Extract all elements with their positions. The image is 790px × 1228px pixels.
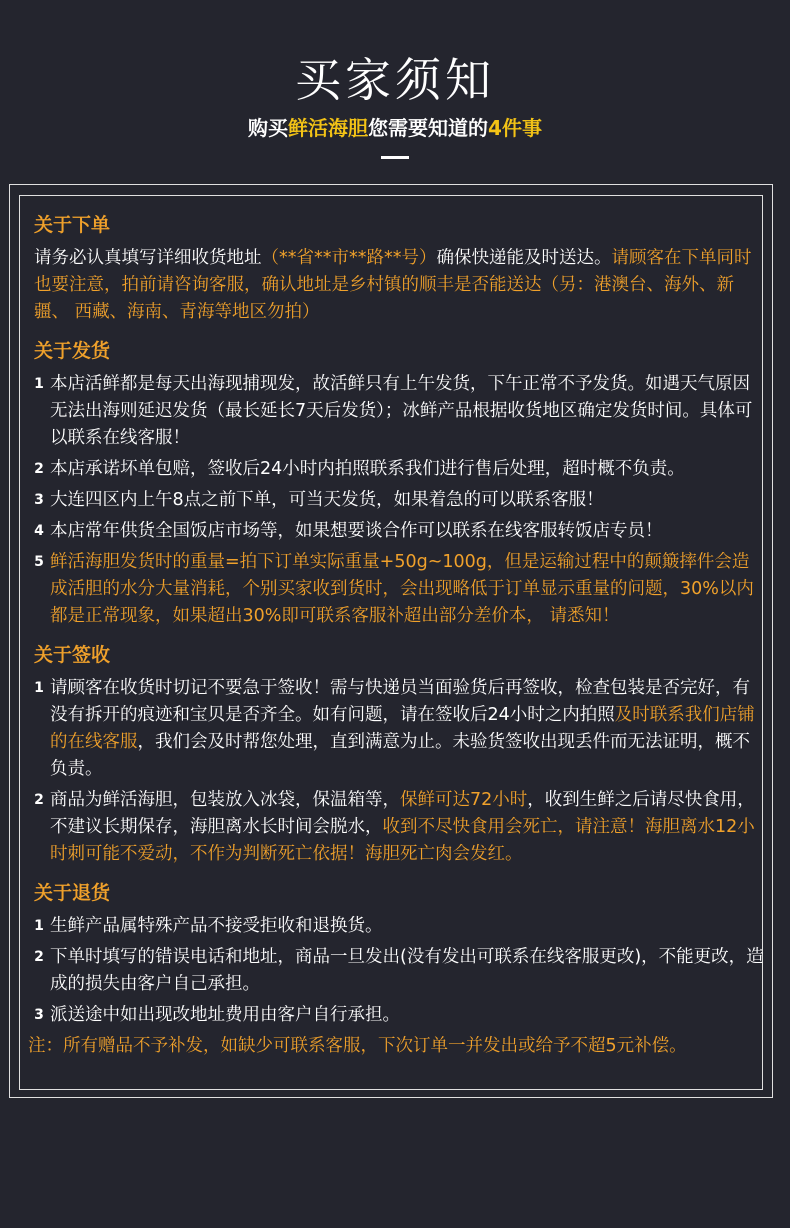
item-number: 3 [34, 1007, 44, 1023]
item-number: 5 [34, 554, 44, 570]
section-order [26, 212, 764, 326]
item-number: 2 [34, 949, 44, 965]
order-warning: 请顾客在下单同时也要注意，拍前请咨询客服，确认地址是乡村镇的顺丰是否能送达（另：港澳台、海外、新疆、 西藏、海南、青海等地区勿拍） [34, 248, 752, 322]
list-item [26, 371, 764, 452]
page-subtitle [0, 112, 790, 141]
section-order-title: 关于下单 [34, 214, 111, 236]
order-text-c: 确保快递能及时送达。 [436, 248, 612, 268]
list-item [26, 487, 764, 514]
item-text: 本店承诺坏单包赔，签收后24小时内拍照联系我们进行售后处理，超时概不负责。 [50, 459, 685, 479]
title-divider [381, 156, 409, 159]
section-shipping-title: 关于发货 [34, 340, 111, 362]
item-text: 下单时填写的错误电话和地址，商品一旦发出(没有发出可联系在线客服更改)，不能更改，造成的损失由客户自己承担。 [50, 947, 764, 994]
item-number: 1 [34, 376, 44, 392]
subtitle-mid: 您需要知道的 [368, 116, 489, 140]
receipt-text-a: 商品为鲜活海胆，包装放入冰袋，保温箱等， [50, 790, 400, 810]
list-item [26, 913, 764, 940]
order-address-format: （**省**市**路**号） [261, 248, 437, 268]
list-item [26, 675, 764, 783]
item-text-weight-note: 鲜活海胆发货时的重量=拍下订单实际重量+50g~100g，但是运输过程中的颠簸摔件会造成活胆的水分大量消耗，个别买家收到货时，会出现略低于订单显示重量的问题，30%以内都是正常现象，如果超出30%即可联系客服补超出部分差价本， 请悉知！ [50, 552, 754, 626]
item-number: 4 [34, 523, 44, 539]
gift-note: 注：所有赠品不予补发，如缺少可联系客服，下次订单一并发出或给予不超5元补偿。 [28, 1036, 687, 1056]
item-text: 本店活鲜都是每天出海现捕现发，故活鲜只有上午发货，下午正常不予发货。如遇天气原因无法出海则延迟发货（最长延长7天后发货）；冰鲜产品根据收货地区确定发货时间。具体可以联系在线客服！ [50, 374, 753, 448]
item-number: 3 [34, 492, 44, 508]
section-returns-title: 关于退货 [34, 882, 111, 904]
subtitle-highlight-product: 鲜活海胆 [288, 116, 369, 140]
list-item [26, 518, 764, 545]
order-paragraph [34, 245, 764, 326]
item-text: 派送途中如出现改地址费用由客户自行承担。 [50, 1005, 400, 1025]
item-number: 2 [34, 792, 44, 808]
notice-content [26, 212, 764, 1072]
list-item [26, 456, 764, 483]
item-text: 本店常年供货全国饭店市场等，如果想要谈合作可以联系在线客服转饭店专员！ [50, 521, 663, 541]
section-receipt-title: 关于签收 [34, 644, 111, 666]
item-number: 1 [34, 680, 44, 696]
subtitle-pre: 购买 [248, 116, 289, 140]
section-shipping [26, 338, 764, 630]
item-number: 2 [34, 461, 44, 477]
receipt-warning: 收到不尽快食用会死亡，请注意！海胆离水12小时刺可能不爱动，不作为判断死亡依据！海胆死亡肉会发红。 [50, 817, 755, 864]
receipt-freshness-highlight: 保鲜可达72小时 [400, 790, 528, 810]
list-item [26, 1002, 764, 1029]
receipt-text-c: ，收到生鲜之后请尽快食用，不建议长期保存，海胆离水长时间会脱水， [50, 790, 755, 837]
item-number: 1 [34, 918, 44, 934]
section-returns [26, 880, 764, 1060]
page-title: 买家须知 [295, 53, 495, 107]
list-item [26, 944, 764, 998]
receipt-text-a: 请顾客在收货时切记不要急于签收！需与快递员当面验货后再签收，检查包装是否完好，有没有拆开的痕迹和宝贝是否齐全。如有问题，请在签收后24小时之内拍照 [50, 678, 750, 725]
list-item [26, 787, 764, 868]
item-text [50, 675, 764, 783]
receipt-text-c: ，我们会及时帮您处理，直到满意为止。未验货签收出现丢件而无法证明，概不负责。 [50, 732, 750, 779]
receipt-contact-highlight: 及时联系我们店铺的在线客服 [50, 705, 755, 752]
list-item [26, 549, 764, 630]
subtitle-highlight-count: 4件事 [488, 116, 542, 140]
item-text: 生鲜产品属特殊产品不接受拒收和退换货。 [50, 916, 383, 936]
section-receipt [26, 642, 764, 868]
item-text: 大连四区内上午8点之前下单，可当天发货，如果着急的可以联系客服！ [50, 490, 604, 510]
order-text-a: 请务必认真填写详细收货地址 [34, 248, 262, 268]
item-text [50, 787, 764, 868]
